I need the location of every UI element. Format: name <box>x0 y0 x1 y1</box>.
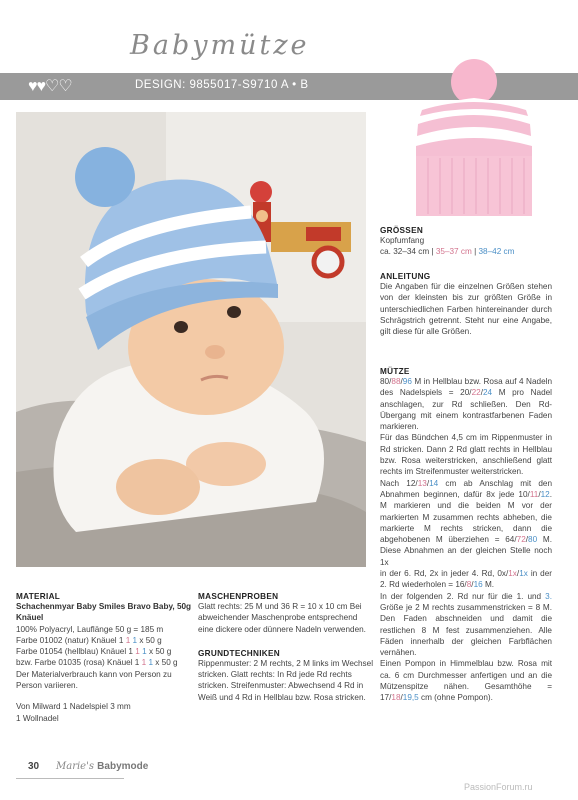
muetze-p1 <box>380 376 552 432</box>
text-run: / <box>480 388 483 398</box>
text-run: 3. <box>545 591 552 601</box>
text-run: M pro Nadel anschlagen, zur Rd schließen. Den Rd-Übergang mit einem kontrastfarbenen Faden markieren. <box>380 388 553 432</box>
pink-hat-photo <box>408 54 540 222</box>
text-run: Farbe 01054 (hellblau) Knäuel 1 <box>16 647 136 657</box>
text-run: bzw. Farbe 01035 (rosa) Knäuel 1 <box>16 658 142 668</box>
text-run: 1 <box>135 647 140 657</box>
muetze-p3 <box>380 478 552 568</box>
text-run: 1 <box>148 658 154 668</box>
magazine-name <box>56 761 148 772</box>
material-section <box>16 592 194 724</box>
muetze-p4 <box>380 568 552 591</box>
muetze-p5 <box>380 591 552 659</box>
material-line: Von Milward 1 Nadelspiel 3 mm <box>16 702 131 712</box>
design-number: DESIGN: 9855017-S9710 A • B <box>135 79 309 91</box>
text-run: 1 <box>125 635 131 645</box>
text-run: cm (ohne Pompon). <box>418 693 493 703</box>
text-run: x 50 g <box>137 635 162 645</box>
maschenproben-heading: MASCHENPROBEN <box>198 592 279 601</box>
page-title: Babymütze <box>130 30 310 61</box>
text-run: 8 <box>466 580 472 590</box>
text-run: / <box>471 580 474 590</box>
text-run: 1 <box>142 647 147 657</box>
text-run: in der 2. Rd wiederholen = 16/ <box>380 569 552 590</box>
separator: | <box>429 247 436 257</box>
material-line <box>16 646 194 657</box>
text-run: M. Diese Abnahmen an der gleichen Stelle noch 1x <box>380 535 552 567</box>
size-3: 38–42 cm <box>478 247 515 257</box>
maschenproben-section <box>198 592 374 703</box>
text-run: 13 <box>417 478 427 488</box>
muetze-heading: MÜTZE <box>380 367 410 376</box>
grundtechniken-heading: GRUNDTECHNIKEN <box>198 648 280 658</box>
text-run: In der folgenden 2. Rd nur für die 1. und <box>380 591 546 601</box>
text-run: 72 <box>516 535 526 545</box>
text-run: 14 <box>429 478 439 488</box>
maschenproben-text: Glatt rechts: 25 M und 36 R = 10 x 10 cm Bei abweichender Maschenprobe entsprechend eine dickere oder dünnere Nadeln verwenden. <box>198 602 366 634</box>
text-run: 22 <box>471 388 481 398</box>
groessen-section <box>380 226 552 258</box>
size-2: 35–37 cm <box>435 247 472 257</box>
text-run: 80 <box>528 535 538 545</box>
material-heading: MATERIAL <box>16 592 61 601</box>
material-yarn: Schachenmyar Baby Smiles Bravo Baby, 50g Knäuel <box>16 602 192 623</box>
text-run: 88 <box>391 377 401 386</box>
muetze-p2: Für das Bündchen 4,5 cm im Rippenmuster in Rd stricken. Dann 2 Rd glatt rechts in Hellblau bzw. Rosa weiterstricken, anschließend glatt rechts im Streifenmuster weiterstricken. <box>380 433 552 477</box>
text-run: 11 <box>529 489 539 499</box>
text-run: cm ab Anschlag mit den Abnahmen beginnen, dafür 8x jede 10/ <box>380 478 552 499</box>
material-line: 100% Polyacryl, Lauflänge 50 g = 185 m <box>16 624 164 634</box>
text-run: 1 <box>141 658 147 668</box>
groessen-line1: Kopfumfang <box>380 236 425 245</box>
text-run: 16 <box>473 580 483 590</box>
text-run: M. <box>482 580 495 590</box>
anleitung-text: Die Angaben für die einzelnen Größen stehen von der kleinsten bis zur größten Größe in unterschiedlichen Farben hintereinander durch Schrägstrich getrennt. Steht nur eine Angabe, gilt diese für alle Größen. <box>380 282 552 337</box>
text-run: Einen Pompon in Himmelblau bzw. Rosa mit ca. 6 cm Durchmesser anfertigen und an die Mützenspitze nähen. Gesamthöhe = 17/ <box>380 659 552 703</box>
groessen-sizes <box>380 246 552 257</box>
anleitung-heading: ANLEITUNG <box>380 272 431 281</box>
material-line <box>16 657 194 668</box>
text-run: x 50 g <box>146 647 172 657</box>
text-run: 1 <box>132 635 138 645</box>
groessen-heading: GRÖSSEN <box>380 226 424 235</box>
text-run: in der 6. Rd, 2x in jeder 4. Rd, 0x/ <box>380 569 509 579</box>
text-run: 19,5 <box>402 693 419 703</box>
text-run: 24 <box>482 388 493 398</box>
anleitung-section <box>380 272 552 337</box>
text-run: / <box>426 478 430 488</box>
baby-photo <box>16 112 366 567</box>
text-run: / <box>525 535 529 545</box>
text-run: / <box>516 569 520 579</box>
text-run: . M markieren und die beiden M vor der markierten M zusammen rechts abheben, die markierte M rechts stricken, dann die abgehobenen M überziehen = 64/ <box>380 489 552 545</box>
magazine-name-b: Babymode <box>97 761 149 772</box>
text-run: M in Hellblau bzw. Rosa auf 4 Nadeln des Nadelspiels = 20/ <box>380 377 552 398</box>
separator: | <box>471 247 479 257</box>
muetze-section <box>380 367 552 704</box>
material-line: Der Materialverbrauch kann von Person zu Person variieren. <box>16 669 172 691</box>
text-run: 12 <box>540 489 550 499</box>
text-run: 1x <box>508 569 517 579</box>
text-run: 96 <box>402 377 412 386</box>
text-run: / <box>538 489 541 499</box>
text-run: / <box>400 693 403 703</box>
text-run: Farbe 01002 (natur) Knäuel 1 <box>16 635 126 645</box>
text-run: 80/ <box>380 377 392 386</box>
material-line: 1 Wollnadel <box>16 713 59 723</box>
text-run: 18 <box>391 693 401 703</box>
magazine-name-a: Marie's <box>56 761 94 772</box>
text-run: x 50 g <box>153 658 178 668</box>
page-number: 30 <box>28 761 40 772</box>
difficulty-hearts-icon: ♥♥♡♡ <box>28 78 72 95</box>
grundtechniken-text: Rippenmuster: 2 M rechts, 2 M links im Wechsel stricken. Glatt rechts: In Rd jede Rd rechts stricken. Streifenmuster: Abwechsend 4 Rd in Weiß und 4 Rd in Hellblau bzw. Rosa stricken. <box>198 658 374 702</box>
text-run: Größe je 2 M rechts zusammenstricken = 8 M. Den Faden abschneiden und damit die restlichen 8 M fest zusammenziehen. Alle Fäden innerhalb der gleichen Farbflächen vernähen. <box>380 602 552 658</box>
text-run: 1x <box>519 569 528 579</box>
text-run: Nach 12/ <box>380 478 418 488</box>
material-line <box>16 635 194 646</box>
watermark: PassionForum.ru <box>464 782 533 792</box>
muetze-p6 <box>380 658 552 703</box>
size-1: ca. 32–34 cm <box>380 247 430 257</box>
text-run: / <box>400 377 403 386</box>
